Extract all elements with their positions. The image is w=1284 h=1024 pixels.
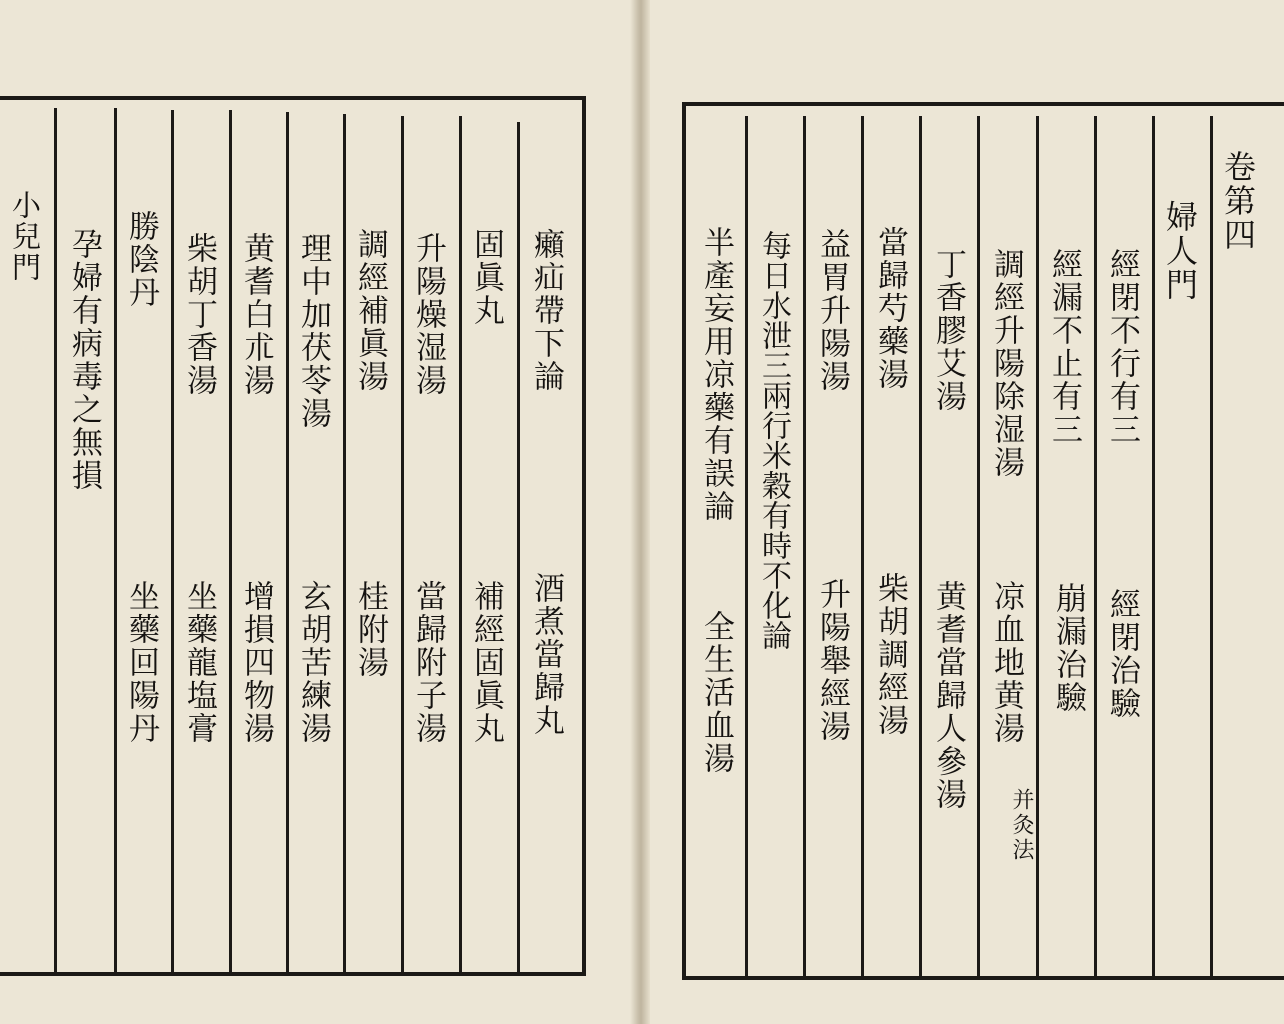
toc-subentry: 桂附湯 [352, 580, 388, 679]
toc-entry: 勝陰丹 [123, 210, 159, 309]
toc-subentry: 坐藥龍塩膏 [181, 580, 217, 745]
column-rule [919, 116, 922, 980]
toc-entry: 柴胡丁香湯 [181, 232, 217, 397]
toc-entry: 調經升陽除湿湯 [988, 248, 1024, 479]
book-gutter [630, 0, 650, 1024]
toc-entry: 理中加茯苓湯 [295, 232, 331, 430]
column-rule [745, 116, 748, 980]
column-rule [459, 116, 462, 976]
toc-subentry: 柴胡調經湯 [872, 572, 908, 737]
toc-subentry: 當歸附子湯 [410, 580, 446, 745]
column-rule [977, 116, 980, 980]
toc-subentry: 酒煮當歸丸 [528, 572, 564, 737]
volume-title: 卷第四 [1219, 150, 1257, 252]
toc-subentry: 升陽舉經湯 [814, 578, 850, 743]
toc-entry: 半產妄用凉藥有誤論 [698, 226, 734, 523]
toc-subentry: 增損四物湯 [238, 580, 274, 745]
column-rule [861, 116, 864, 980]
column-rule [1152, 116, 1155, 980]
toc-subentry: 全生活血湯 [698, 610, 734, 775]
toc-subentry: 經閉治驗 [1104, 588, 1140, 720]
toc-entry: 益胃升陽湯 [814, 228, 850, 393]
column-rule [1036, 116, 1039, 980]
toc-entry: 當歸芍藥湯 [872, 226, 908, 391]
column-rule [114, 108, 117, 976]
toc-entry: 黄耆白朮湯 [238, 232, 274, 397]
column-rule [1094, 116, 1097, 980]
toc-note: 并灸法 [1009, 788, 1034, 863]
toc-subentry: 坐藥回陽丹 [123, 580, 159, 745]
toc-entry: 調經補眞湯 [352, 228, 388, 393]
toc-subentry: 玄胡苦練湯 [295, 580, 331, 745]
toc-entry: 癩疝帶下論 [528, 228, 564, 393]
toc-entry: 經漏不止有三 [1046, 248, 1082, 446]
column-rule [803, 116, 806, 980]
section-heading: 婦人門 [1161, 200, 1199, 302]
toc-subentry: 補經固眞丸 [468, 580, 504, 745]
column-rule [401, 116, 404, 976]
column-rule [229, 110, 232, 976]
column-rule [343, 114, 346, 976]
toc-subentry: 凉血地黄湯 [988, 580, 1024, 745]
toc-subentry: 崩漏治驗 [1050, 582, 1086, 714]
toc-entry: 孕婦有病毒之無損 [66, 228, 102, 492]
toc-subentry: 黄耆當歸人參湯 [930, 580, 966, 811]
column-rule [54, 108, 57, 976]
column-rule [1210, 116, 1213, 980]
column-rule [286, 112, 289, 976]
toc-entry: 經閉不行有三 [1104, 248, 1140, 446]
toc-entry: 丁香膠艾湯 [930, 248, 966, 413]
section-heading: 小兒門 [8, 190, 42, 283]
column-rule [171, 110, 174, 976]
toc-entry: 每日水泄三兩行米穀有時不化論 [756, 230, 791, 650]
column-rule [517, 122, 520, 976]
toc-entry: 升陽燥湿湯 [410, 232, 446, 397]
toc-entry: 固眞丸 [468, 228, 504, 327]
